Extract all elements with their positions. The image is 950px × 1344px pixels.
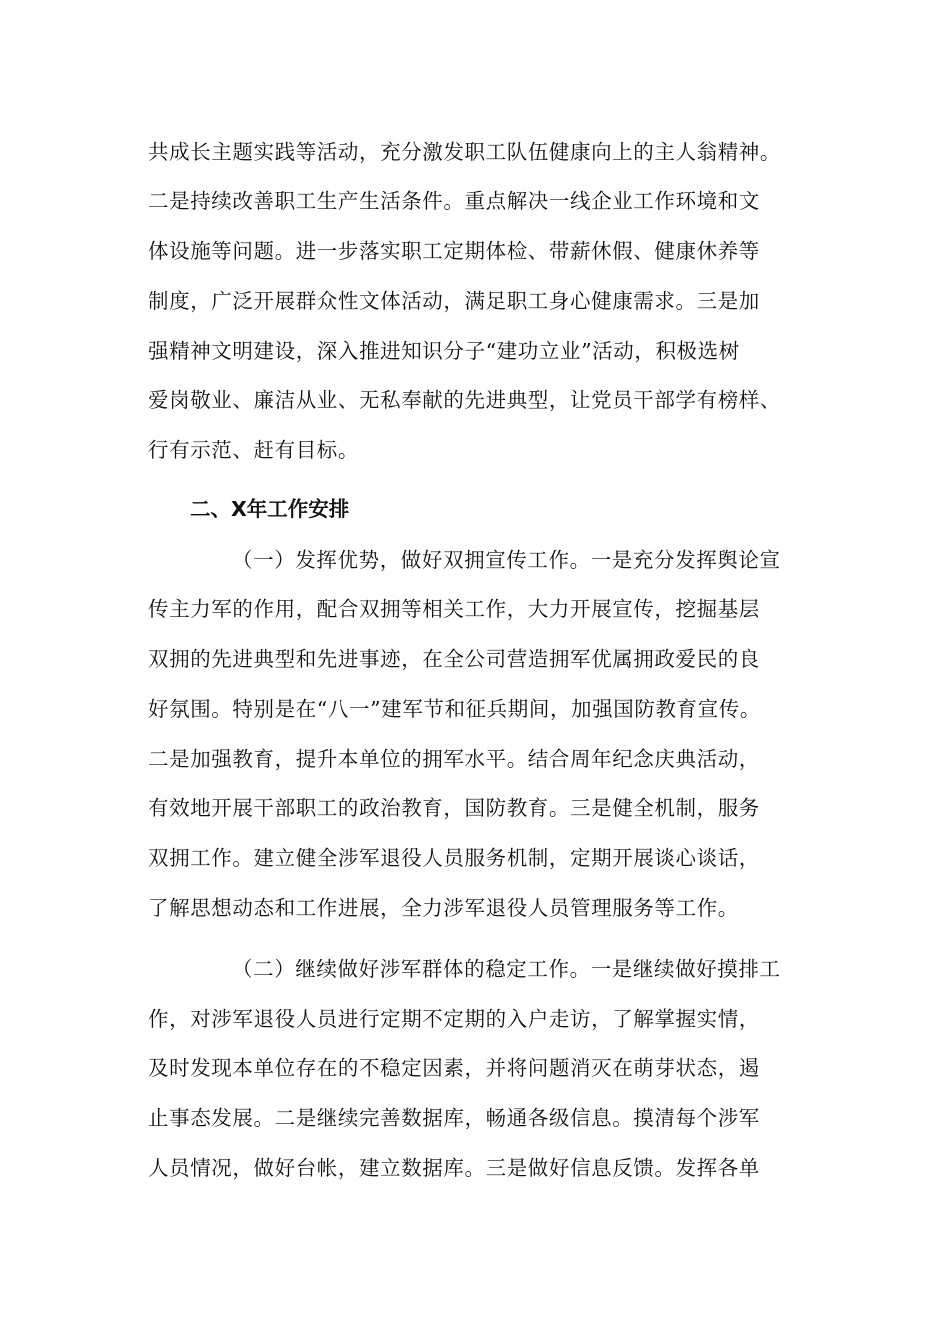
paragraph-1-line-3: 体设施等问题。进一步落实职工定期体检、带薪休假、健康休养等 (148, 239, 760, 263)
paragraph-1-line-1: 共成长主题实践等活动，充分激发职工队伍健康向上的主人翁精神。 (148, 140, 781, 164)
paragraph-1-line-7: 行有示范、赶有目标。 (148, 438, 359, 462)
paragraph-2-line-5: 二是加强教育，提升本单位的拥军水平。结合周年纪念庆典活动， (148, 747, 760, 771)
paragraph-2-line-2: 传主力军的作用，配合双拥等相关工作，大力开展宣传，挖掘基层 (148, 597, 760, 621)
paragraph-2-line-1: （一）发挥优势，做好双拥宣传工作。一是充分发挥舆论宣 (232, 548, 781, 572)
paragraph-3-line-4: 止事态发展。二是继续完善数据库，畅通各级信息。摸清每个涉军 (148, 1106, 760, 1130)
paragraph-3-line-3: 及时发现本单位存在的不稳定因素，并将问题消灭在萌芽状态，遏 (148, 1056, 760, 1080)
section-heading: 二、X年工作安排 (190, 497, 350, 521)
paragraph-2-line-8: 了解思想动态和工作进展，全力涉军退役人员管理服务等工作。 (148, 896, 739, 920)
paragraph-1-line-2: 二是持续改善职工生产生活条件。重点解决一线企业工作环境和文 (148, 189, 760, 213)
paragraph-3-line-5: 人员情况，做好台帐，建立数据库。三是做好信息反馈。发挥各单 (148, 1156, 760, 1180)
paragraph-1-line-4: 制度，广泛开展群众性文体活动，满足职工身心健康需求。三是加 (148, 289, 760, 313)
paragraph-2-line-7: 双拥工作。建立健全涉军退役人员服务机制，定期开展谈心谈话， (148, 846, 760, 870)
paragraph-2-line-6: 有效地开展干部职工的政治教育，国防教育。三是健全机制，服务 (148, 796, 760, 820)
paragraph-1-line-6: 爱岗敬业、廉洁从业、无私奉献的先进典型，让党员干部学有榜样、 (148, 388, 781, 412)
paragraph-2-line-4: 好氛围。特别是在“八一”建军节和征兵期间，加强国防教育宣传。 (148, 697, 761, 721)
paragraph-3-line-1: （二）继续做好涉军群体的稳定工作。一是继续做好摸排工 (232, 957, 781, 981)
paragraph-1-line-5: 强精神文明建设，深入推进知识分子“建功立业”活动，积极选树 (148, 339, 740, 363)
paragraph-3-line-2: 作，对涉军退役人员进行定期不定期的入户走访，了解掌握实情， (148, 1007, 760, 1031)
paragraph-2-line-3: 双拥的先进典型和先进事迹，在全公司营造拥军优属拥政爱民的良 (148, 647, 760, 671)
